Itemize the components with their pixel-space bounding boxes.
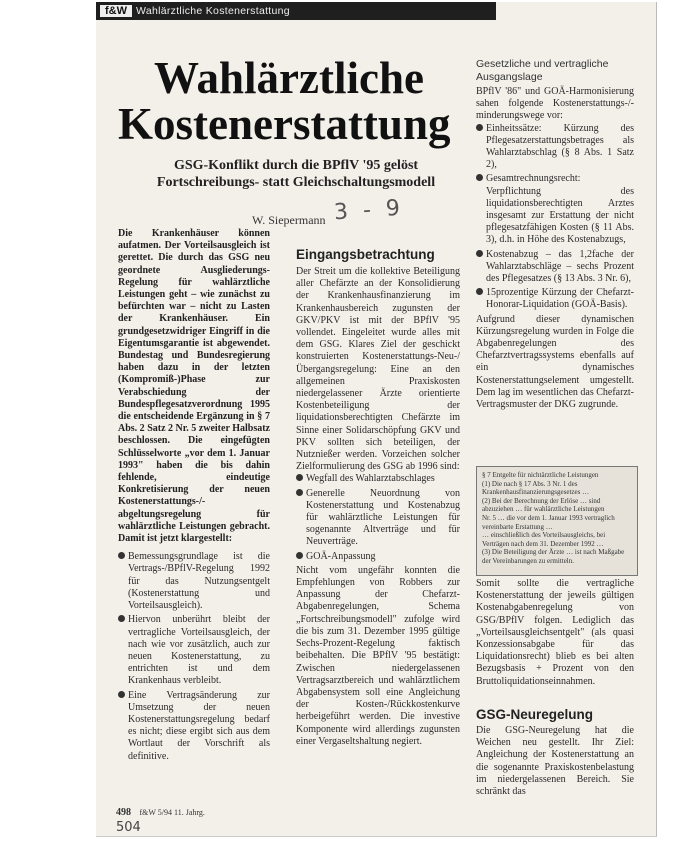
handwritten-page-number: 504: [116, 820, 141, 835]
list-item: [476, 173, 634, 246]
statute-line: Nr. 5 … die vor dem 1. Januar 1993 vertraglich vereinbarte Erstattung …: [482, 513, 615, 531]
bullet-icon: [118, 552, 125, 559]
subtitle-line-2: Fortschreibungs- statt Gleichschaltungsmodell: [156, 175, 436, 190]
column-3-continued: [476, 578, 634, 688]
statute-line: … einschließlich des Vorteilsausgleichs, bei Verträgen nach dem 31. Dezember 1992 …: [482, 531, 606, 548]
list-item: [118, 690, 270, 763]
page-number: 498: [116, 807, 131, 818]
list-item-text: Gesamtrechnungsrecht: Verpflichtung des liquidationsberechtigten Arztes insgesamt zur Erstattung der nicht pflegesatzfähigen Kosten (§ 11 Abs. 3), d.h. in Höhe des Kostenabzugs,: [486, 173, 634, 246]
bullet-icon: [476, 250, 483, 257]
paragraph: Die GSG-Neuregelung hat die Weichen neu gestellt. Ihr Ziel: Angleichung der Kostenerstattung an die sogenannte Praxiskostenbelastung im niedergelassenen Bereich. Sie schränkt das: [476, 725, 634, 798]
list-item-text: Wegfall des Wahlarztabschlages: [306, 473, 435, 485]
author: W. Siepermann: [252, 213, 326, 227]
bullet-icon: [296, 489, 303, 496]
list-item-text: Kostenabzug – das 1,2fache der Wahlarztabschläge – sechs Prozent des Pflegesatzes (§ 13 Abs. 3 Nr. 6),: [486, 248, 634, 285]
paragraph: BPflV '86" und GOÄ-Harmonisierung sahen folgende Kostenerstattungs-/-minderungswege vor:: [476, 86, 634, 122]
handwritten-note: 3 - 9: [333, 195, 405, 226]
title-line-1: Wahlärztliche: [154, 53, 424, 103]
list-item: [118, 614, 270, 687]
title-line-2: Kostenerstattung: [118, 99, 451, 149]
issue-label: f&W 5/94 11. Jahrg.: [139, 808, 205, 817]
column-2: [296, 266, 460, 748]
list-item-text: Generelle Neuordnung von Kostenerstattung und Kostenabzug für wahlärztliche Leistungen für sogenannte Altverträge und für Neuverträge.: [306, 487, 460, 548]
list-item: [476, 123, 634, 172]
list-item-text: 15prozentige Kürzung der Chefarzt-Honorar-Liquidation (GOÄ-Basis).: [486, 287, 634, 311]
bullet-icon: [118, 615, 125, 622]
statute-line: (1) Die nach § 17 Abs. 3 Nr. 1 des Krankenhausfinanzierungsgesetzes …: [482, 479, 590, 497]
column-1: [118, 228, 270, 765]
list-item: [118, 551, 270, 612]
bullet-icon: [296, 474, 303, 481]
statute-line: (3) Die Beteiligung der Ärzte … ist nach Maßgabe der Vereinbarungen zu ermitteln.: [482, 548, 625, 565]
paragraph: Nicht vom ungefähr konnten die Empfehlungen von Robbers zur Anpassung der Chefarzt-Abgabenregelungen, Schema „Fortschreibungsmodell" zufolge wird die bis zum 31. Dezember 1995 gültige Sechs-Prozent-Regelung faktisch beibehalten. Die BPflV '95 bestätigt: Zwischen niedergelassenen Vertragsarztbereich und wahlärztlichem Abgabensystem soll eine Angleichung der Kosten-/Rückkostenkurve herbeigeführt werden. Die investive Komponente wird allerdings zugunsten einer Vergaseltshaltung negiert.: [296, 564, 460, 747]
column-3-end: [476, 725, 634, 798]
subtitle-line-1: GSG-Konflikt durch die BPflV '95 gelöst: [173, 158, 419, 173]
list-item: [476, 287, 634, 311]
journal-logo: f&W: [100, 5, 132, 17]
list-item-text: Einheitssätze: Kürzung des Pflegesatzerstattungsbetrages als Wahlarztabschlag (§ 8 Abs. 1 Satz 2),: [486, 122, 634, 171]
page-footer: [116, 807, 205, 818]
list-item-text: GOÄ-Anpassung: [306, 550, 376, 562]
bullet-icon: [476, 174, 483, 181]
list-item: [296, 488, 460, 549]
subtitle: [116, 157, 476, 191]
bullet-icon: [118, 691, 125, 698]
section-heading-eingangsbetrachtung: Eingangsbetrachtung: [296, 247, 435, 262]
list-item: [296, 473, 460, 485]
list-item-text: Hiervon unberührt bleibt der vertragliche Vorteilsausgleich, der nach wie vor zusätzlich, auch zur neuen Kostenerstattung, zu entrichten ist und dem Krankenhaus verbleibt.: [128, 614, 270, 687]
paragraph: Der Streit um die kollektive Beteiligung aller Chefärzte an der Konsolidierung der Krankenhausfinanzierung im Krankenhausbereich zugunsten der GKV/PKV ist mit der BPflV '95 vollendet. Eingeleitet wurde alles mit dem GSG. Klares Ziel der geschickt konstruierten Kostenerstattungs-Neu-/Übergangsregelung: Eine an den allgemeinen Praxiskosten niedergelassener Ärzte orientierte Kostenbeteiligung der liquidationsberechtigten Chefärzte im Sinne einer Solidarschöpfung GKV und PKV sollten sich beteiligen, der Nutznießer werden. Vorzeichen solcher Zielformulierung des GSG ab 1996 sind:: [296, 266, 460, 473]
running-header: [96, 2, 496, 20]
statute-excerpt-box: [476, 466, 638, 576]
paragraph: Aufgrund dieser dynamischen Kürzungsregelung wurden in Folge die Abgabenregelungen des Chefarztvertragssystems ebenfalls auf ein dynamisches Kostenerstattungselement umgestellt. Dem lag im wesentlichen das Chefarzt-Vertragsmuster der DKG zugrunde.: [476, 313, 634, 411]
list-item-text: Bemessungsgrundlage ist die Vertrags-/BPflV-Regelung 1992 für das Nutzungsentgelt (Kostenerstattung und Vorteilsausgleich).: [128, 551, 270, 612]
column-3: [476, 86, 634, 411]
bullet-icon: [296, 552, 303, 559]
statute-line: § 7 Entgelte für nichtärztliche Leistungen: [482, 471, 599, 479]
list-item: [476, 249, 634, 286]
statute-line: (2) Bei der Berechnung der Erlöse … sind abzuziehen … für wahlärztliche Leistungen: [482, 496, 605, 514]
bullet-icon: [476, 124, 483, 131]
scanned-page: [96, 2, 657, 837]
section-heading-ausgangslage: Gesetzliche und vertragliche Ausgangslage: [476, 58, 609, 83]
list-item-text: Eine Vertragsänderung zur Umsetzung der neuen Kostenerstattungsregelung bedarf es nicht; diese ergibt sich aus dem Wortlaut der Vorschrift als definitive.: [128, 689, 270, 762]
list-item: [296, 551, 460, 563]
section-heading-gsg-neuregelung: GSG-Neuregelung: [476, 707, 594, 722]
paragraph: Somit sollte die vertragliche Kostenerstattung der jeweils gültigen Kostenabgabenregelung von GSG/BPflV folgen. Lediglich das „Vorteilsausgleichsentgelt" (als quasi Konzessionsabgabe für das Liquidationsrecht) blieb es bei alten Bezugsbasis + Prozent von den Bruttoliquidationseinnahmen.: [476, 578, 634, 687]
header-label: Wahlärztliche Kostenerstattung: [136, 5, 290, 17]
bullet-icon: [476, 288, 483, 295]
lead-paragraph: Die Krankenhäuser können aufatmen. Der Vorteilsausgleich ist gerettet. Die durch das GSG neu geordnete Ausgliederungs-Regelung für wahlärztliche Leistungen geht – wie zunächst zu befürchten war – nicht zu Lasten der Krankenhäuser. Ein grundgesetzwidriger Eingriff in die Eigentumsgarantie ist abgewendet. Bundestag und Bundesregierung haben dazu in der letzten (Kompromiß-)Phase zur Verabschiedung der Bundespflegesatzverordnung 1995 die entscheidende Ergänzung in § 7 Abs. 2 Satz 2 Nr. 5 zweiter Halbsatz beschlossen. Die eingefügten Schlüsselworte „vor dem 1. Januar 1993" haben die bis dahin fehlende, eindeutige Konkretisierung der neuen Kostenerstattungs-/-abgeltungsregelung für wahlärztliche Leistungen gebracht. Damit ist jetzt klargestellt:: [118, 228, 270, 545]
